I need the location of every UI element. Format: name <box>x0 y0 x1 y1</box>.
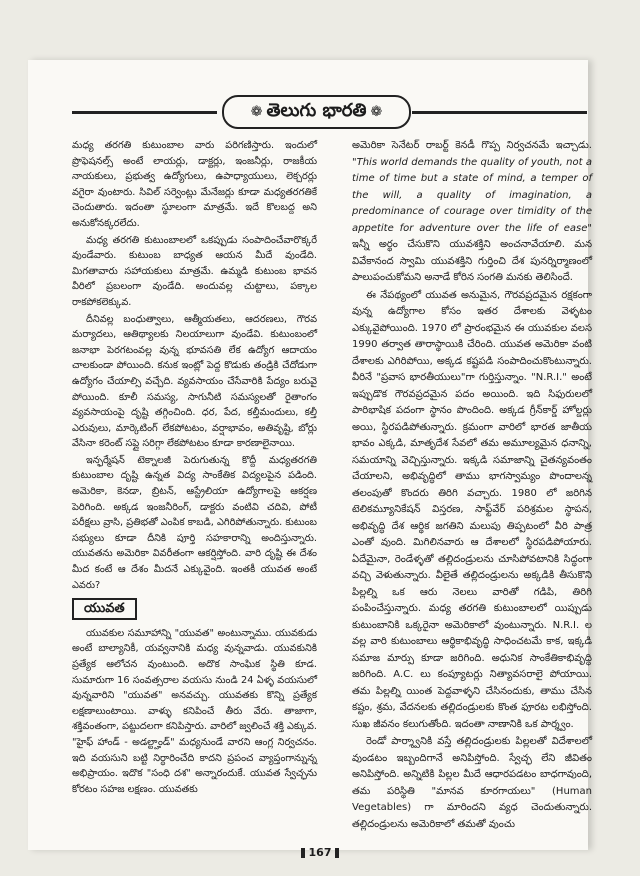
right-column <box>352 138 592 833</box>
header-title-badge <box>222 95 411 129</box>
header-rule-right <box>412 111 587 114</box>
page-number: 167 <box>308 846 332 859</box>
paragraph: మధ్య తరగతి కుటుంబాలలో ఒకప్పుడు సంపాదించేవారొక్కరే వుండేవారు. కుటుంబ బాధ్యత ఆయన మీదే వుండేది. మిగతావారు సహాయకులు మాత్రమే. ఉమ్మడి కుటుంబ భావన వీరిలో ప్రబలంగా వుండేది. అందువల్ల చుట్టాలు, పక్కాల రాకపోకలెక్కువ. <box>72 234 317 308</box>
ornament-icon: ❁ <box>250 104 263 120</box>
page-header <box>72 95 592 129</box>
header-rule-left <box>72 111 217 114</box>
ornament-icon: ❁ <box>370 104 383 120</box>
paragraph-text: ఇన్నీ అర్థం చేసుకొని యువశక్తిని అంచనావేయాలి. మన వివేకానంద స్వామి యువశక్తిని గుర్తించి దేశ పునర్నిర్మాణంలో పాలుపంచుకోమని అనాడే కోరిన సంగతి మనకు తెలిసిందే. <box>352 239 592 283</box>
footer-bar-left <box>301 848 305 858</box>
section-heading: యువత <box>72 598 137 620</box>
paragraph <box>352 138 592 287</box>
paragraph: ఇన్ఫర్మేషన్ టెక్నాలజీ పెరుగుతున్న కొద్దీ మధ్యతరగతి కుటుంబాల దృష్టి ఉన్నత విద్య సాంకేతిక విద్యలపైన పడింది. అమెరికా, కెనడా, బ్రిటన్, ఆస్ట్రేలియా ఉద్యోగాలపై ఆకర్షణ పెరిగింది. అక్కడ ఇంజనీరింగ్, డాక్టరు వంటివి చదివి, పోటీ పరీక్షలు వ్రాసి, ప్రతిభతో ఎంపిక కాబడి, ఎగిరిపోతున్నారు. కుటుంబ సభ్యులు కూడా దీనికి పూర్తి సహకారాన్ని అందిస్తున్నారు. యువతను అమెరికా వివరీతంగా ఆకర్షిస్తోంది. వారి దృష్టి ఈ దేశం మీద కంటే ఆ దేశం మీదనే ఎక్కువైంది. ఇంతకీ యువత అంటే ఎవరు? <box>72 454 317 591</box>
paragraph: రెండో పార్శ్వానికి వస్తే తల్లిదండ్రులకు పిల్లలతో విదేశాలలో వుండటం ఇబ్బందిగానే అనిపిస్తోంది. స్వేచ్ఛ లేని జీవితం అనిపిస్తోంది. అన్నిటికి పిల్లల మీదే ఆధారపడటం బాధగావుంది, తమ పరిస్థితి "మానవ కూరగాయలు" (Human Vegetables) గా మారిందని వ్యధ చెందుతున్నారు. తల్లిదండ్రులను అమెరికాలో తమతో వుంచు <box>352 736 592 830</box>
footer-bar-right <box>335 848 339 858</box>
paragraph: దీనివల్ల బంధుత్వాలు, ఆత్మీయతలు, ఆదరణలు, గౌరవ మర్యాదలు, ఆతిథ్యాలకు నిలయాలుగా వుండేవి. కుటుంబంలో జనాభా పెరగటంవల్ల వున్న భూవసతి లేక ఉద్యోగ ఆదాయం చాలకుండా పోయింది. కనుక ఇంట్లో పెద్ద కొడుకు తండ్రికి చేదోడుగా ఉద్యోగం చేయాల్సి వచ్చేది. వ్యవసాయం చేసేవారికి పేద్యం బరువై పోయింది. కూలీ సమస్య, సాగునీటి సమస్యలతో రైతాంగం వ్యవసాయంపై దృష్టి తగ్గించింది. ధర, పేద, కల్తీమందులు, కల్తీ ఎరువులు, మార్కెటింగ్ లేకపోటటం, వర్షాభావం, అతివృష్టి, బోర్లు వేసినా కరెంట్ సప్లై సరిగ్గా లేకపోటటం కూడా కారణాలైనాయి. <box>72 313 317 450</box>
paragraph: ఈ నేపథ్యంలో యువత అనుమైన, గౌరవప్రదమైన రక్షకంగా వున్న ఉద్యోగాల కోసం ఇతర దేశాలకు వెళ్ళటం ఎక్కువైపోయింది. 1970 లో ప్రారంభమైన ఈ యువకుల వలస 1990 తర్వాత తారాస్థాయికి చేరింది. యువత అమెరికా వంటి దేశాలకు ఎగిరిపోయి, అక్కడ కష్టపడి సంపాదించుకొంటున్నారు. వీరినే "ప్రవాస భారతీయులు"గా గుర్తిస్తున్నాం. "N.R.I." అంటే ఇప్పుడొక గౌరవప్రదమైన పదం అయింది. ఇది సిఫురులలో పారిభాషిక పదంగా స్థానం పొందింది. అక్కడ గ్రీన్‌కార్డ్ హోల్డర్లు అయి, స్థిరపడిపోతున్నారు. క్రమంగా వారిలో భారత జాతీయ భావం ఎక్కడి, మాతృదేశ సేవలో తమ అమూల్యమైన ధనాన్ని, సమయాన్ని వెచ్చిస్తున్నారు. ఇక్కడి సమాజాన్ని చైతన్యవంతం చేయాలని, అభివృద్ధిలో తాము భాగస్వామ్యం పొందాలన్న తలంపుతో కొందరు తిరిగి వచ్చారు. 1980 లో జరిగిన టెలికమ్యూనికేషన్ విస్తరణ, సాఫ్ట్‌వేర్ పరిశ్రమల స్థాపన, అభివృద్ధి దేశ ఆర్థిక జగతిని మలుపు తిప్పటంలో వీరి పాత్ర ఎంతో వుంది. మిగిలినవారు ఆ దేశాలలో స్థిరపడిపోయారు. ఏదేమైనా, రెండేళ్ళతో తల్లిదండ్రులను చూసిపోవటానికి సిద్ధంగా వచ్చి వెళుతున్నారు. వీలైతే తల్లిదండ్రులను అక్కడికి తీసుకొని పిల్లల్ని ఒక ఆరు నెలలు వారితో గడిపి, తిరిగి పంపించేస్తున్నారు. మధ్య తరగతి కుటుంబాలలో యిప్పుడు కుటుంబానికి ఒక్కరైనా అమెరికాలో వుంటున్నారు. N.R.I. ల వల్ల వారి కుటుంబాలు ఆర్థికాభివృద్ధి సాధించటమే కాక, ఇక్కడి సమాజ మార్పు కూడా జరిగింది. అధునిక సాంకేతికాభివృద్ధి జరిగింది. A.C. లు కంప్యూటర్లు నిత్యావసరాలై పోయాయి. తమ పిల్లల్ని యింత పెద్దవాళ్ళని చేసినందుకు, తాము చేసిన కష్టం, శ్రమ, వేదనలకు తల్లిదండ్రులకు కొంత ఫూరట లభిస్తోంది. సుఖ జీవనం కలుగుతోంది. ఇదంతా నాణానికి ఒక పార్శ్వం. <box>352 289 592 730</box>
page-footer <box>250 846 390 859</box>
paragraph: మధ్య తరగతి కుటుంబాల వారు పరిగణిస్తారు. ఇందులో ప్రొఫెషనల్స్ అంటే లాయర్లు, డాక్టర్లు, ఇంజనీర్లు, రాజకీయ నాయకులు, ప్రభుత్వ ఉద్యోగులు, ఉపాధ్యాయులు, లెక్చరర్లు వగైరా వుంటారు. సివిల్ సర్వెంట్లు మేనేజర్లు కూడా మధ్యతరగతికే చెందుతారు. ఇదంతా స్థూలంగా మాత్రమే. ఇదే కొలబద్ద అని అనుకోనక్కరలేదు. <box>72 140 317 229</box>
quote-text: "This world demands the quality of youth, not a time of time but a state of mind, a temper of the will, a quality of imagination, a predominance of courage over timidity of the appetite for adventure over the life of ease" <box>352 156 592 234</box>
header-title: తెలుగు భారతి <box>266 99 367 121</box>
left-column <box>72 138 317 797</box>
paragraph-text: అమెరికా సెనేటర్ రాబర్ట్ కెనడీ గొప్ప నిర్వచనమే ఇచ్చాడు. <box>352 140 592 151</box>
paragraph: యువకుల సమూహాన్ని "యువత" అంటున్నాము. యువకుడు అంటే బాల్యానికీ, యవ్వనానికి మధ్య వున్నవాడు. యువకునికి ప్రత్యేక ఆలోచన వుంటుంది. అదొక సాంఘిక స్థితి కూడ. సుమారుగా 16 సంవత్సరాల వయసు నుండి 24 ఏళ్ళ వయసులో వున్నవారిని "యువత" అనవచ్చు. యువతకు కొన్ని ప్రత్యేక లక్షణాలుంటాయి. వాళ్ళు కనిపించే తీరు వేరు. తాజాగా, శక్తివంతంగా, పట్టుదలగా కనిపిస్తారు. వారిలో జ్వలించే శక్తి ఎక్కువ. "హైఫ్ హాండ్ - అడల్ట్హాండ్" మధ్యనుండే వారని ఆంగ్ల నిర్వచనం. ఇది వయసుని బట్టి నిర్ధారించేది కాదని ప్రపంచ వ్యాప్తంగాన్నున్న అభిప్రాయం. ఇదొక "సంధి దశ" అన్నారందుకే. యువత స్వేచ్ఛను కోరటం సహజ లక్షణం. యువతకు <box>72 627 317 795</box>
